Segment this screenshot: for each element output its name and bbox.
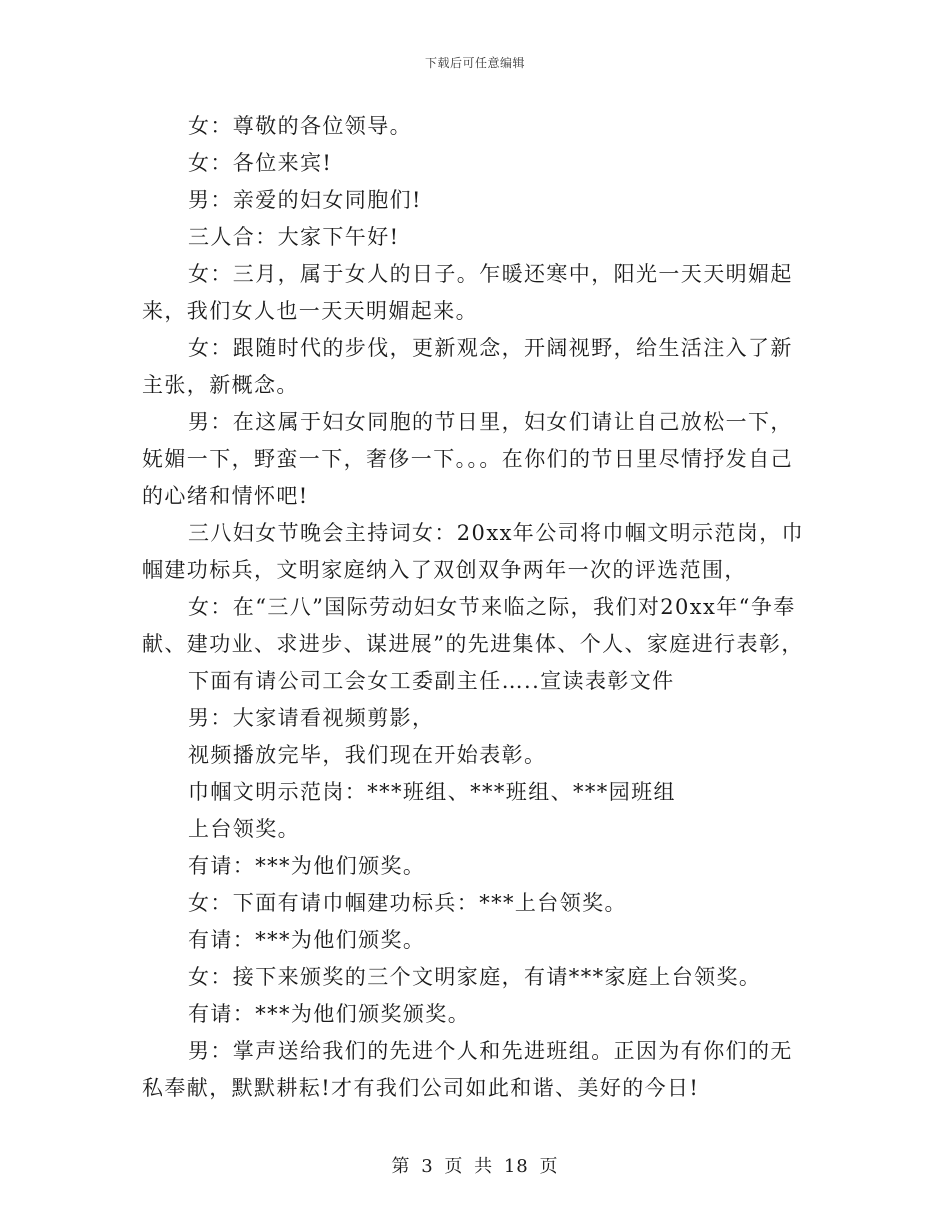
paragraph: 女：三月，属于女人的日子。乍暖还寒中，阳光一天天明媚起来，我们女人也一天天明媚起来。	[142, 262, 793, 323]
paragraph: 有请：***为他们颁奖。	[188, 928, 426, 952]
paragraph: 男：亲爱的妇女同胞们!	[188, 188, 422, 212]
body-text	[142, 108, 814, 1107]
paragraph: 男：在这属于妇女同胞的节日里，妇女们请让自己放松一下，妩媚一下，野蛮一下，奢侈一下。。。在你们的节日里尽情抒发自己的心绪和情怀吧!	[142, 410, 793, 508]
paragraph: 女：接下来颁奖的三个文明家庭，有请***家庭上台领奖。	[188, 965, 762, 989]
paragraph: 有请：***为他们颁奖颁奖。	[188, 1002, 471, 1026]
paragraph: 巾帼文明示范岗：***班组、***班组、***园班组	[188, 780, 676, 804]
paragraph: 三人合：大家下午好!	[188, 225, 400, 249]
paragraph: 有请：***为他们颁奖。	[188, 854, 426, 878]
paragraph: 女：各位来宾!	[188, 151, 333, 175]
paragraph: 女：尊敬的各位领导。	[188, 114, 412, 138]
paragraph: 上台领奖。	[188, 817, 300, 841]
paragraph: 下面有请公司工会女工委副主任…..宣读表彰文件	[188, 669, 675, 693]
header-note: 下载后可任意编辑	[424, 56, 525, 70]
paragraph: 男：掌声送给我们的先进个人和先进班组。正因为有你们的无私奉献，默默耕耘!才有我们公司如此和谐、美好的今日!	[142, 1039, 793, 1100]
paragraph: 男：大家请看视频剪影，	[188, 706, 435, 730]
paragraph: 女：在“三八”国际劳动妇女节来临之际，我们对20xx年“争奉献、建功业、求进步、谋进展”的先进集体、个人、家庭进行表彰，	[142, 595, 804, 656]
paragraph: 女：下面有请巾帼建功标兵：***上台领奖。	[188, 891, 627, 915]
paragraph: 三八妇女节晚会主持词女：20xx年公司将巾帼文明示范岗，巾帼建功标兵，文明家庭纳入了双创双争两年一次的评选范围，	[142, 521, 805, 582]
paragraph: 视频播放完毕，我们现在开始表彰。	[188, 743, 547, 767]
page-indicator: 第 3 页 共 18 页	[391, 1156, 559, 1177]
paragraph: 女：跟随时代的步伐，更新观念，开阔视野，给生活注入了新主张，新概念。	[142, 336, 793, 397]
